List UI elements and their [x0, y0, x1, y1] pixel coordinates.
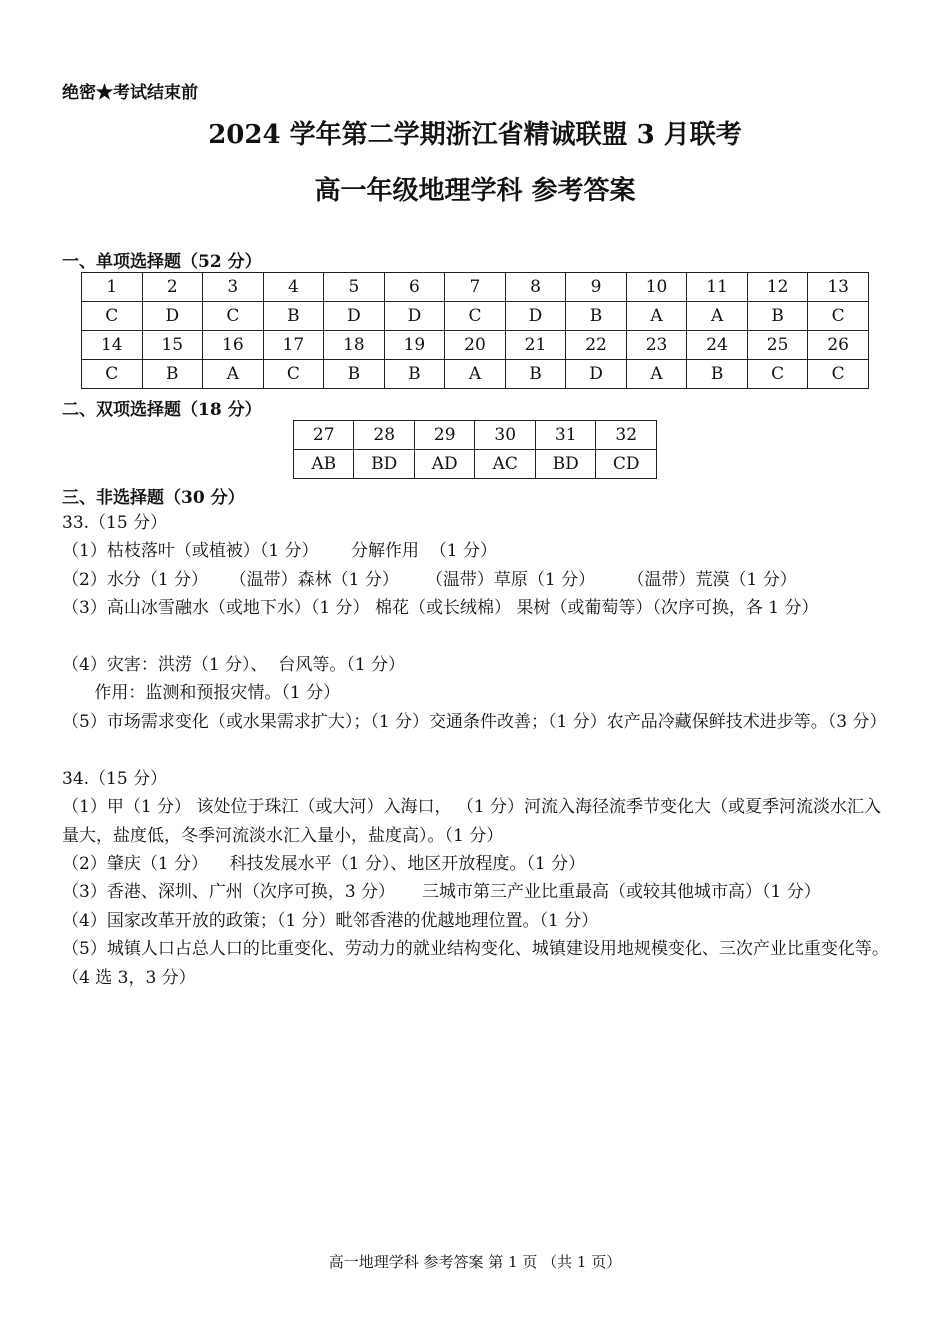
question-number-cell: 2 [142, 273, 203, 302]
question-number-cell: 15 [142, 331, 203, 360]
section3-heading: 三、非选择题（30 分） [62, 488, 245, 508]
question-number-cell: 6 [384, 273, 445, 302]
q34-answer-1: （1）甲（1 分） 该处位于珠江（或大河）入海口， （1 分）河流入海径流季节变化大（或夏季河流淡水汇入量大，盐度低，冬季河流淡水汇入量小，盐度高）。（1 分） [62, 797, 882, 846]
question-number-cell: 5 [324, 273, 385, 302]
question-number-cell: 31 [535, 421, 596, 450]
answer-cell: B [687, 360, 748, 389]
question-number-cell: 11 [687, 273, 748, 302]
question-number-cell: 25 [747, 331, 808, 360]
question-number-cell: 30 [475, 421, 535, 450]
single-choice-row [82, 331, 869, 360]
question-number-cell: 22 [566, 331, 627, 360]
q34-answer-5: （5）城镇人口占总人口的比重变化、劳动力的就业结构变化、城镇建设用地规模变化、三次产业比重变化等。（4 选 3，3 分） [62, 939, 889, 988]
answer-cell: A [626, 360, 687, 389]
answer-cell: C [203, 302, 264, 331]
answer-cell: A [626, 302, 687, 331]
q34-answer-2: （2）肇庆（1 分） 科技发展水平（1 分）、地区开放程度。（1 分） [62, 854, 586, 874]
question-number-cell: 24 [687, 331, 748, 360]
question-number-cell: 23 [626, 331, 687, 360]
q33-answer-2: （2）水分（1 分） （温带）森林（1 分） （温带）草原（1 分） （温带）荒漠（1 分） [62, 570, 797, 590]
exam-subtitle: 高一年级地理学科 参考答案 [314, 176, 636, 206]
q33-title: 33.（15 分） [62, 513, 168, 533]
answer-cell: C [263, 360, 324, 389]
q34-answer-3: （3）香港、深圳、广州（次序可换，3 分） 三城市第三产业比重最高（或较其他城市高）（1 分） [62, 882, 821, 902]
question-number-cell: 4 [263, 273, 324, 302]
single-choice-row [82, 273, 869, 302]
answer-cell: D [324, 302, 385, 331]
answer-cell: B [384, 360, 445, 389]
question-number-cell: 18 [324, 331, 385, 360]
question-number-cell: 27 [294, 421, 354, 450]
question-number-cell: 1 [82, 273, 143, 302]
q33-answer-3: （3）高山冰雪融水（或地下水）（1 分） 棉花（或长绒棉） 果树（或葡萄等）（次序可换，各 1 分） [62, 598, 819, 618]
answer-cell: B [142, 360, 203, 389]
answer-cell: AC [475, 450, 535, 479]
answer-cell: B [324, 360, 385, 389]
double-choice-row [294, 450, 657, 479]
q33-answer-5: （5）市场需求变化（或水果需求扩大）；（1 分）交通条件改善；（1 分）农产品冷藏保鲜技术进步等。（3 分） [62, 712, 887, 732]
answer-cell: D [566, 360, 627, 389]
answer-cell: B [505, 360, 566, 389]
question-number-cell: 29 [414, 421, 475, 450]
exam-title: 2024 学年第二学期浙江省精诚联盟 3 月联考 [208, 120, 742, 150]
answer-cell: A [687, 302, 748, 331]
section1-heading: 一、单项选择题（52 分） [62, 252, 262, 272]
question-number-cell: 26 [808, 331, 869, 360]
question-number-cell: 17 [263, 331, 324, 360]
answer-cell: B [566, 302, 627, 331]
answer-cell: D [384, 302, 445, 331]
question-number-cell: 21 [505, 331, 566, 360]
q33-answer-4-effect: 作用：监测和预报灾情。（1 分） [62, 683, 341, 703]
question-number-cell: 7 [445, 273, 506, 302]
answer-cell: C [445, 302, 506, 331]
question-number-cell: 20 [445, 331, 506, 360]
question-number-cell: 12 [747, 273, 808, 302]
double-choice-row [294, 421, 657, 450]
question-number-cell: 13 [808, 273, 869, 302]
answer-cell: B [263, 302, 324, 331]
answer-cell: AB [294, 450, 354, 479]
question-number-cell: 28 [354, 421, 415, 450]
question-number-cell: 3 [203, 273, 264, 302]
answer-cell: A [203, 360, 264, 389]
single-choice-answer-table [81, 272, 869, 389]
single-choice-row [82, 360, 869, 389]
question-number-cell: 32 [596, 421, 657, 450]
q34-title: 34.（15 分） [62, 769, 168, 789]
question-number-cell: 10 [626, 273, 687, 302]
question-number-cell: 14 [82, 331, 143, 360]
q33-answer-1: （1）枯枝落叶（或植被）（1 分） 分解作用 （1 分） [62, 541, 497, 561]
answer-cell: A [445, 360, 506, 389]
q33-answer-4: （4）灾害：洪涝（1 分）、 台风等。（1 分） [62, 655, 406, 675]
answer-cell: C [82, 302, 143, 331]
answer-cell: BD [354, 450, 415, 479]
question-number-cell: 16 [203, 331, 264, 360]
double-choice-answer-table [293, 420, 657, 479]
answer-cell: AD [414, 450, 475, 479]
answer-cell: C [82, 360, 143, 389]
answer-cell: D [142, 302, 203, 331]
question-number-cell: 8 [505, 273, 566, 302]
answer-cell: C [808, 360, 869, 389]
page-footer: 高一地理学科 参考答案 第 1 页 （共 1 页） [328, 1253, 622, 1271]
confidential-label: 绝密★考试结束前 [62, 83, 198, 103]
answer-cell: CD [596, 450, 657, 479]
question-number-cell: 19 [384, 331, 445, 360]
answer-cell: D [505, 302, 566, 331]
answer-cell: C [747, 360, 808, 389]
section2-heading: 二、双项选择题（18 分） [62, 400, 262, 420]
answer-cell: C [808, 302, 869, 331]
question-number-cell: 9 [566, 273, 627, 302]
q34-answer-4: （4）国家改革开放的政策；（1 分）毗邻香港的优越地理位置。（1 分） [62, 911, 599, 931]
single-choice-row [82, 302, 869, 331]
answer-cell: BD [535, 450, 596, 479]
answer-cell: B [747, 302, 808, 331]
